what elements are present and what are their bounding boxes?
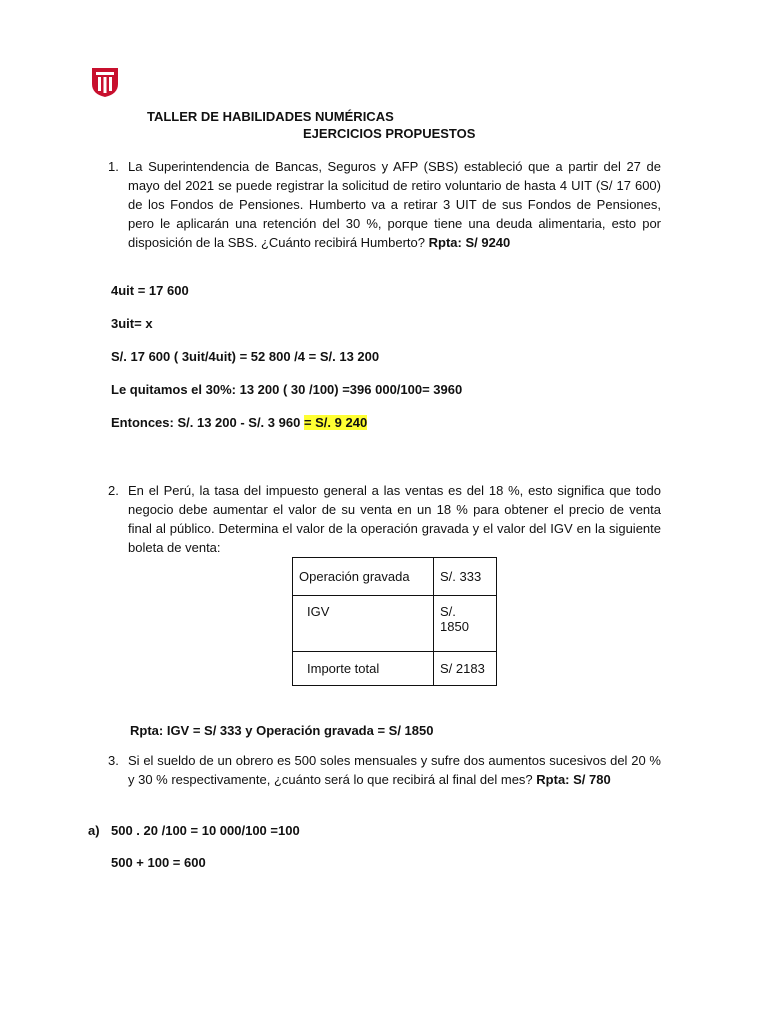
exercise-2-text: En el Perú, la tasa del impuesto general a las ventas es del 18 %, esto significa que todo negocio debe aumentar el valor de su venta en un 18 % para obtener el precio de venta final al público. Determina el valor de la operación gravada y el valor del IGV en la siguiente boleta de venta: bbox=[128, 483, 661, 555]
university-shield-logo-icon bbox=[90, 66, 120, 98]
table-cell-label: IGV bbox=[293, 596, 434, 652]
exercise-1-final-prefix: Entonces: S/. 13 200 - S/. 3 960 bbox=[111, 415, 304, 430]
exercise-3-text bbox=[128, 751, 661, 789]
table-cell-value: S/. 333 bbox=[434, 558, 497, 596]
exercise-1-final bbox=[111, 413, 367, 432]
exercise-3-answer: Rpta: S/ 780 bbox=[536, 772, 611, 787]
table-cell-label: Importe total bbox=[293, 652, 434, 686]
exercise-1-line-3: S/. 17 600 ( 3uit/4uit) = 52 800 /4 = S/. 13 200 bbox=[111, 349, 380, 364]
table-cell-label: Operación gravada bbox=[293, 558, 434, 596]
document-subtitle: EJERCICIOS PROPUESTOS bbox=[303, 126, 476, 141]
exercise-3-number: 3. bbox=[108, 753, 119, 768]
exercise-2-number: 2. bbox=[108, 483, 119, 498]
table-row bbox=[293, 596, 497, 652]
exercise-1-question: La Superintendencia de Bancas, Seguros y AFP (SBS) estableció que a partir del 27 de mayo del 2021 se puede registrar la solicitud de retiro voluntario de hasta 4 UIT (S/ 17 600) de los Fondos de Pensiones. Humberto va a retirar 3 UIT de sus Fondos de Pensiones, pero le aplicarán una retención del 30 %, porque tiene una deuda alimentaria, esto por disposición de la SBS. ¿Cuánto recibirá Humberto? bbox=[128, 159, 661, 250]
table-cell-value: S/ 2183 bbox=[434, 652, 497, 686]
document-title: TALLER DE HABILIDADES NUMÉRICAS bbox=[147, 109, 394, 124]
sales-receipt-table bbox=[292, 557, 497, 686]
exercise-2-answer: Rpta: IGV = S/ 333 y Operación gravada = S/ 1850 bbox=[130, 723, 434, 738]
table-row bbox=[293, 558, 497, 596]
exercise-1-answer: Rpta: S/ 9240 bbox=[428, 235, 511, 250]
table-cell-value: S/. 1850 bbox=[434, 596, 497, 652]
exercise-3-item-line: 500 . 20 /100 = 10 000/100 =100 bbox=[111, 823, 300, 838]
exercise-1-line-4: Le quitamos el 30%: 13 200 ( 30 /100) =396 000/100= 3960 bbox=[111, 382, 463, 397]
exercise-1-line-1: 4uit = 17 600 bbox=[111, 283, 189, 298]
exercise-3-line-2: 500 + 100 = 600 bbox=[111, 855, 206, 870]
exercise-3-question: Si el sueldo de un obrero es 500 soles mensuales y sufre dos aumentos sucesivos del 20 % y 30 % respectivamente, ¿cuánto será lo que recibirá al final del mes? bbox=[128, 753, 661, 787]
exercise-1-line-2: 3uit= x bbox=[111, 316, 153, 331]
exercise-1-number: 1. bbox=[108, 159, 119, 174]
exercise-1-text bbox=[128, 157, 661, 252]
exercise-1-final-highlight: = S/. 9 240 bbox=[303, 415, 368, 430]
table-row bbox=[293, 652, 497, 686]
exercise-3-item-label: a) bbox=[88, 823, 100, 838]
